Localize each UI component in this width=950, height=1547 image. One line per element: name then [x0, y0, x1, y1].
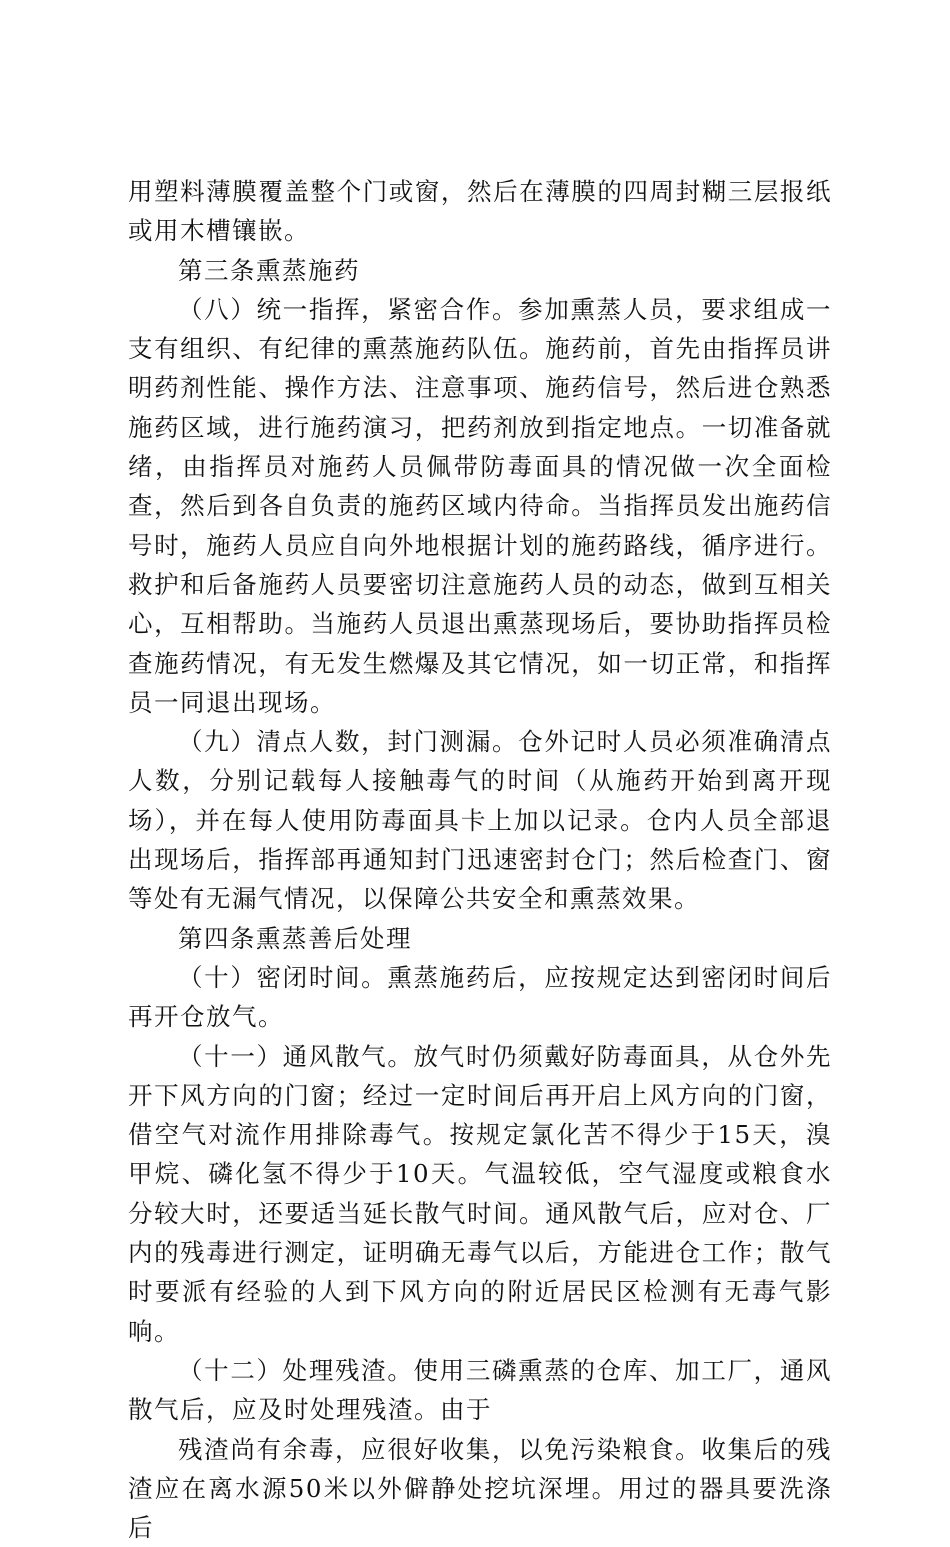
section-heading-4: 第四条熏蒸善后处理	[128, 919, 832, 958]
section-heading-3: 第三条熏蒸施药	[128, 251, 832, 290]
paragraph-item-8: （八）统一指挥，紧密合作。参加熏蒸人员，要求组成一支有组织、有纪律的熏蒸施药队伍。施药前，首先由指挥员讲明药剂性能、操作方法、注意事项、施药信号，然后进仓熟悉施药区域，进行施药演习，把药剂放到指定地点。一切准备就绪，由指挥员对施药人员佩带防毒面具的情况做一次全面检查，然后到各自负责的施药区域内待命。当指挥员发出施药信号时，施药人员应自向外地根据计划的施药路线，循序进行。救护和后备施药人员要密切注意施药人员的动态，做到互相关心，互相帮助。当施药人员退出熏蒸现场后，要协助指挥员检查施药情况，有无发生燃爆及其它情况，如一切正常，和指挥员一同退出现场。	[128, 290, 832, 722]
paragraph-item-10: （十）密闭时间。熏蒸施药后，应按规定达到密闭时间后再开仓放气。	[128, 958, 832, 1037]
paragraph-continuation: 用塑料薄膜覆盖整个门或窗，然后在薄膜的四周封糊三层报纸或用木槽镶嵌。	[128, 172, 832, 251]
paragraph-item-9: （九）清点人数，封门测漏。仓外记时人员必须准确清点人数，分别记载每人接触毒气的时间（从施药开始到离开现场），并在每人使用防毒面具卡上加以记录。仓内人员全部退出现场后，指挥部再通知封门迅速密封仓门；然后检查门、窗等处有无漏气情况，以保障公共安全和熏蒸效果。	[128, 722, 832, 918]
paragraph-continuation-residue: 残渣尚有余毒，应很好收集，以免污染粮食。收集后的残渣应在离水源50米以外僻静处挖坑深埋。用过的器具要洗涤后	[128, 1430, 832, 1547]
paragraph-item-12: （十二）处理残渣。使用三磷熏蒸的仓库、加工厂，通风散气后，应及时处理残渣。由于	[128, 1351, 832, 1430]
paragraph-item-11: （十一）通风散气。放气时仍须戴好防毒面具，从仓外先开下风方向的门窗；经过一定时间后再开启上风方向的门窗，借空气对流作用排除毒气。按规定氯化苦不得少于15天，溴甲烷、磷化氢不得少于10天。气温较低，空气湿度或粮食水分较大时，还要适当延长散气时间。通风散气后，应对仓、厂内的残毒进行测定，证明确无毒气以后，方能进仓工作；散气时要派有经验的人到下风方向的附近居民区检测有无毒气影响。	[128, 1037, 832, 1351]
document-body	[128, 172, 832, 1547]
